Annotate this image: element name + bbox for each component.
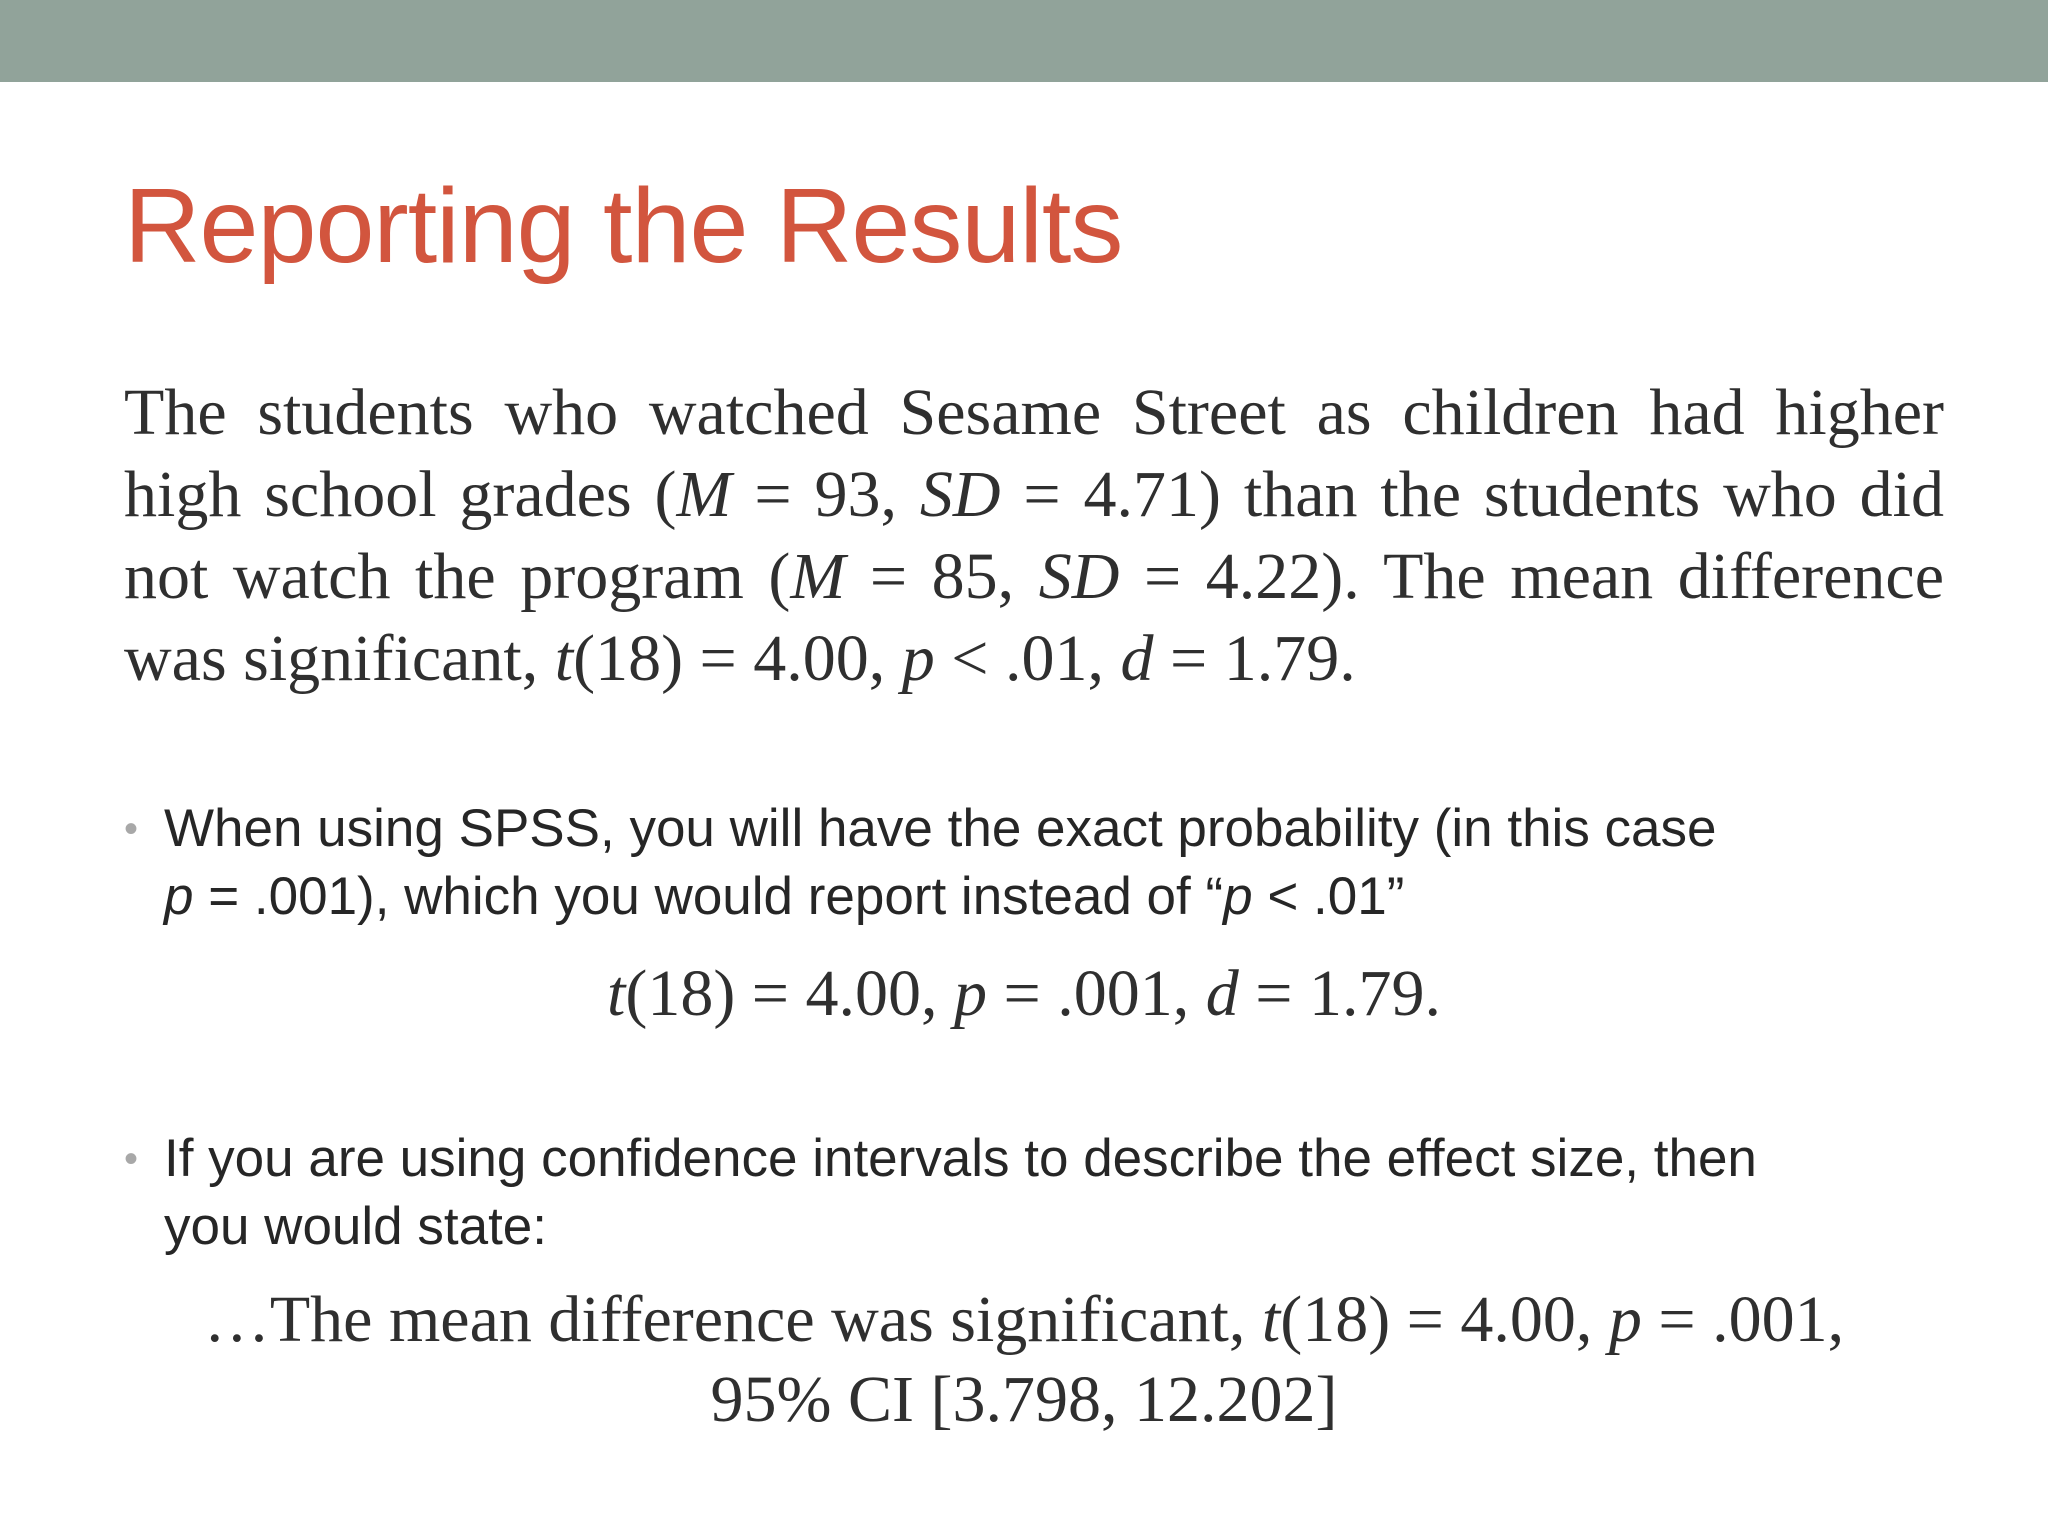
text-run: = 93, [731, 458, 920, 531]
text-run: was significant, [124, 622, 555, 695]
bullet-item-confidence-intervals [124, 1125, 1904, 1261]
formula-line-2: 95% CI [3.798, 12.202] [710, 1363, 1338, 1436]
text-run: The students who watched Sesame Street as children had higher [124, 376, 1944, 449]
text-run: = 85, [845, 540, 1039, 613]
formula-confidence-interval [0, 1280, 2048, 1440]
stat-symbol-d: d [1120, 622, 1154, 695]
stat-symbol-sd: SD [919, 458, 1001, 531]
text-run: high school grades ( [124, 458, 677, 531]
bullet-line-2: you would state: [164, 1197, 548, 1256]
text-run: (18) = 4.00, [573, 622, 902, 695]
stat-symbol-d: d [1205, 957, 1239, 1030]
text-run: < .01, [934, 622, 1121, 695]
stat-symbol-m: M [676, 458, 732, 531]
text-run: (18) = 4.00, [1280, 1283, 1609, 1356]
formula-exact-p [0, 954, 2048, 1034]
stat-symbol-m: M [790, 540, 846, 613]
stat-symbol-t: t [554, 622, 574, 695]
bullet-icon: • [124, 1137, 139, 1181]
formula-line-1 [0, 1280, 2048, 1360]
text-run: = 1.79. [1238, 957, 1441, 1030]
slide-title: Reporting the Results [124, 167, 1123, 285]
text-run: (18) = 4.00, [625, 957, 955, 1030]
stat-symbol-p: p [901, 622, 935, 695]
text-run: = 4.22). The mean difference [1119, 540, 1944, 613]
stat-symbol-p: p [1223, 867, 1253, 926]
stat-symbol-sd: SD [1038, 540, 1120, 613]
paragraph-line-4 [124, 618, 1944, 700]
stat-symbol-t: t [607, 957, 626, 1030]
text-run: = .001), which you would report instead of “ [193, 867, 1224, 926]
bullet-line-1: When using SPSS, you will have the exact probability (in this case [164, 799, 1717, 858]
text-run: < .01” [1252, 867, 1405, 926]
top-accent-bar [0, 0, 2048, 82]
text-run: …The mean difference was significant, [203, 1283, 1262, 1356]
stat-symbol-p: p [164, 867, 194, 926]
stat-symbol-p: p [954, 957, 988, 1030]
stat-symbol-t: t [1261, 1283, 1281, 1356]
stat-symbol-p: p [1608, 1283, 1642, 1356]
bullet-item-spss [124, 795, 1904, 931]
bullet-line-1: If you are using confidence intervals to describe the effect size, then [164, 1129, 1757, 1188]
bullet-line-2 [124, 863, 1904, 931]
text-run: = .001, [1641, 1283, 1845, 1356]
text-run: = 1.79. [1153, 622, 1356, 695]
paragraph-line-1 [124, 372, 1944, 454]
text-run: not watch the program ( [124, 540, 791, 613]
paragraph-line-2 [124, 454, 1944, 536]
text-run: = 4.71) than the students who did [1000, 458, 1944, 531]
bullet-icon: • [124, 807, 139, 851]
paragraph-line-3 [124, 536, 1944, 618]
text-run: = .001, [987, 957, 1206, 1030]
results-paragraph [124, 372, 1944, 700]
